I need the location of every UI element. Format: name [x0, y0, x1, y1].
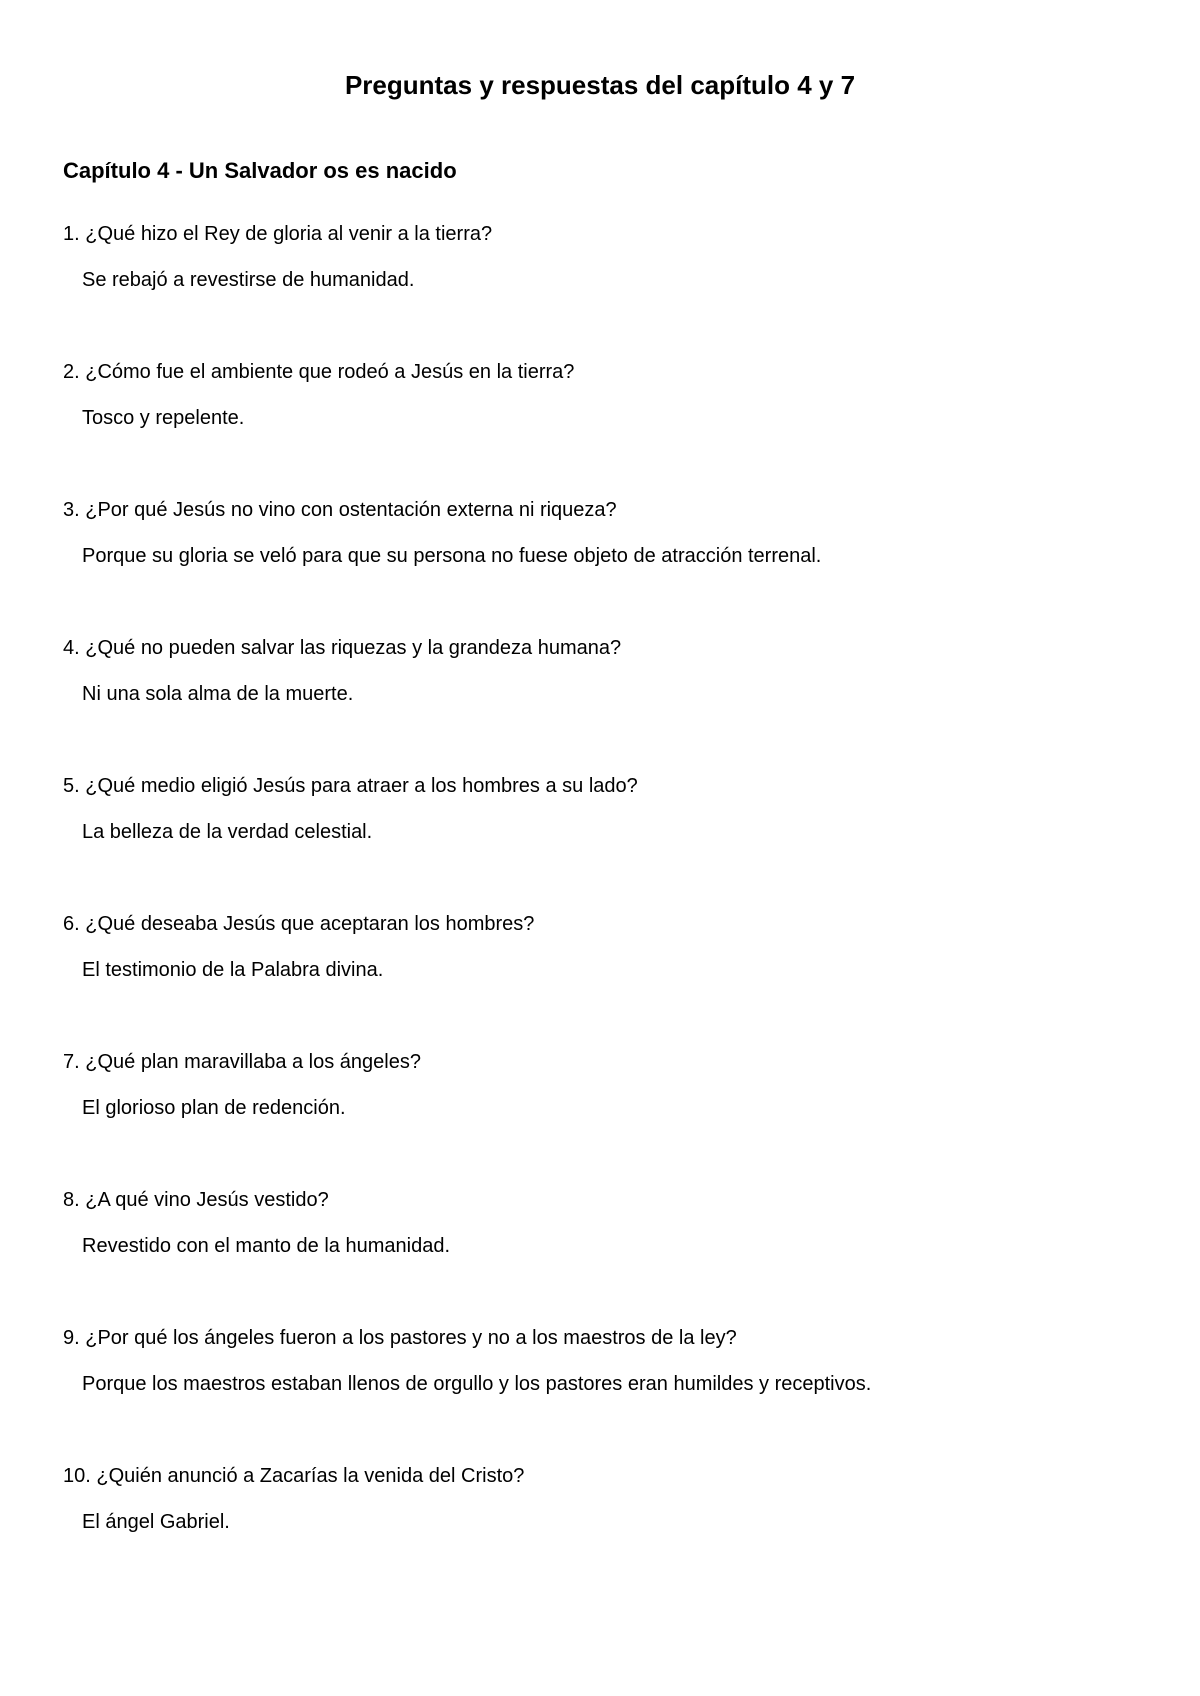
- qa-item: [63, 1324, 1143, 1462]
- answer-text: El glorioso plan de redención.: [82, 1097, 346, 1119]
- qa-list: [63, 220, 1143, 1600]
- answer-text: Porque su gloria se veló para que su persona no fuese objeto de atracción terrenal.: [82, 545, 822, 567]
- answer-text: Tosco y repelente.: [82, 407, 245, 429]
- qa-item: [63, 1048, 1143, 1186]
- question-text: 10. ¿Quién anunció a Zacarías la venida del Cristo?: [63, 1465, 525, 1487]
- answer-text: El ángel Gabriel.: [82, 1511, 230, 1533]
- answer-text: Se rebajó a revestirse de humanidad.: [82, 269, 415, 291]
- question-text: 5. ¿Qué medio eligió Jesús para atraer a los hombres a su lado?: [63, 775, 638, 797]
- question-text: 2. ¿Cómo fue el ambiente que rodeó a Jesús en la tierra?: [63, 361, 575, 383]
- qa-item: [63, 1462, 1143, 1600]
- question-text: 8. ¿A qué vino Jesús vestido?: [63, 1189, 329, 1211]
- answer-text: La belleza de la verdad celestial.: [82, 821, 373, 843]
- qa-item: [63, 496, 1143, 634]
- answer-text: Revestido con el manto de la humanidad.: [82, 1235, 451, 1257]
- chapter-heading: Capítulo 4 - Un Salvador os es nacido: [63, 158, 457, 183]
- qa-item: [63, 910, 1143, 1048]
- qa-item: [63, 1186, 1143, 1324]
- answer-text: Porque los maestros estaban llenos de orgullo y los pastores eran humildes y receptivos.: [82, 1373, 872, 1395]
- question-text: 9. ¿Por qué los ángeles fueron a los pastores y no a los maestros de la ley?: [63, 1327, 737, 1349]
- question-text: 7. ¿Qué plan maravillaba a los ángeles?: [63, 1051, 421, 1073]
- qa-item: [63, 772, 1143, 910]
- answer-text: Ni una sola alma de la muerte.: [82, 683, 354, 705]
- document-title: Preguntas y respuestas del capítulo 4 y 7: [344, 70, 856, 100]
- question-text: 4. ¿Qué no pueden salvar las riquezas y la grandeza humana?: [63, 637, 622, 659]
- question-text: 3. ¿Por qué Jesús no vino con ostentación externa ni riqueza?: [63, 499, 617, 521]
- qa-item: [63, 220, 1143, 358]
- answer-text: El testimonio de la Palabra divina.: [82, 959, 384, 981]
- qa-item: [63, 634, 1143, 772]
- question-text: 6. ¿Qué deseaba Jesús que aceptaran los hombres?: [63, 913, 535, 935]
- qa-item: [63, 358, 1143, 496]
- question-text: 1. ¿Qué hizo el Rey de gloria al venir a la tierra?: [63, 223, 493, 245]
